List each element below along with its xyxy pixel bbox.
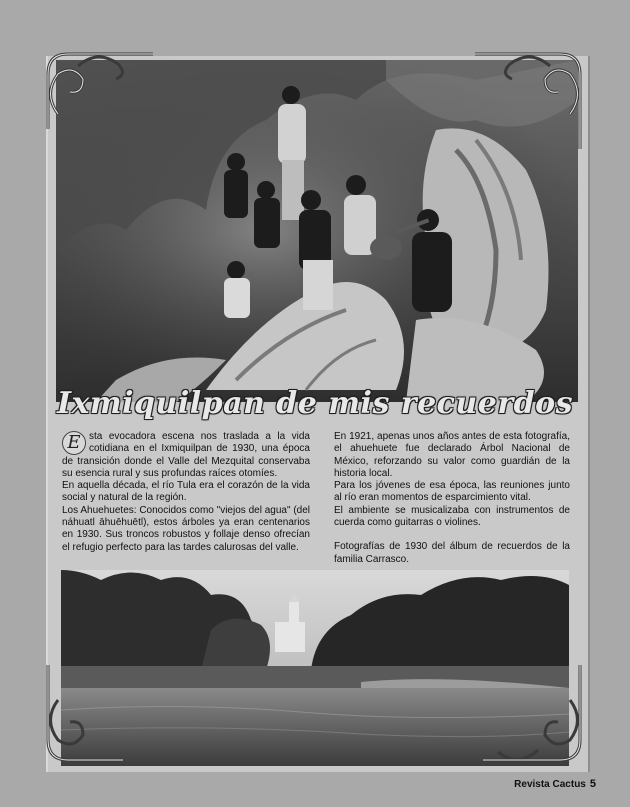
text-column-right [334,431,570,566]
magazine-name: Revista Cactus [514,779,586,790]
photo-credit: Fotografías de 1930 del álbum de recuerdos de la familia Carrasco. [334,541,570,565]
paragraph: En 1921, apenas unos años antes de esta fotografía, el ahuehuete fue declarado Árbol Nacional de México, reforzando su valor como guardián de la historia local. [334,431,570,479]
drop-cap: E [62,431,86,455]
paragraph: El ambiente se musicalizaba con instrumentos de cuerda como guitarras o violines. [334,504,570,529]
corner-ornament-bottom-left [38,660,128,772]
corner-ornament-top-right [470,44,590,154]
corner-ornament-top-left [38,44,158,134]
paragraph: Los Ahuehuetes: Conocidos como "viejos del agua" (del náhuatl āhuēhuētl), estos árboles ya eran centenarios en 1930. Sus troncos robustos y follaje denso ofrecían el refugio perfecto para las tardes calurosas del valle. [62,504,310,553]
page-number: 5 [589,778,596,790]
paragraph [62,431,310,480]
paragraph: En aquella década, el río Tula era el corazón de la vida social y natural de la región. [62,480,310,504]
corner-ornament-bottom-right [478,660,590,772]
spacer [334,529,570,541]
text-column-left [62,431,310,554]
article-title: Ixmiquilpan de mis recuerdos [56,386,574,421]
page-footer [514,778,596,790]
paragraph: Para los jóvenes de esa época, las reuniones junto al río eran momentos de esparcimiento vital. [334,480,570,504]
paragraph-text: sta evocadora escena nos traslada a la vida cotidiana en el Ixmiquilpan de 1930, una época de transición donde el Valle del Mezquital conservaba su esencia rural y sus profundas raíces otomíes. [62,431,310,479]
